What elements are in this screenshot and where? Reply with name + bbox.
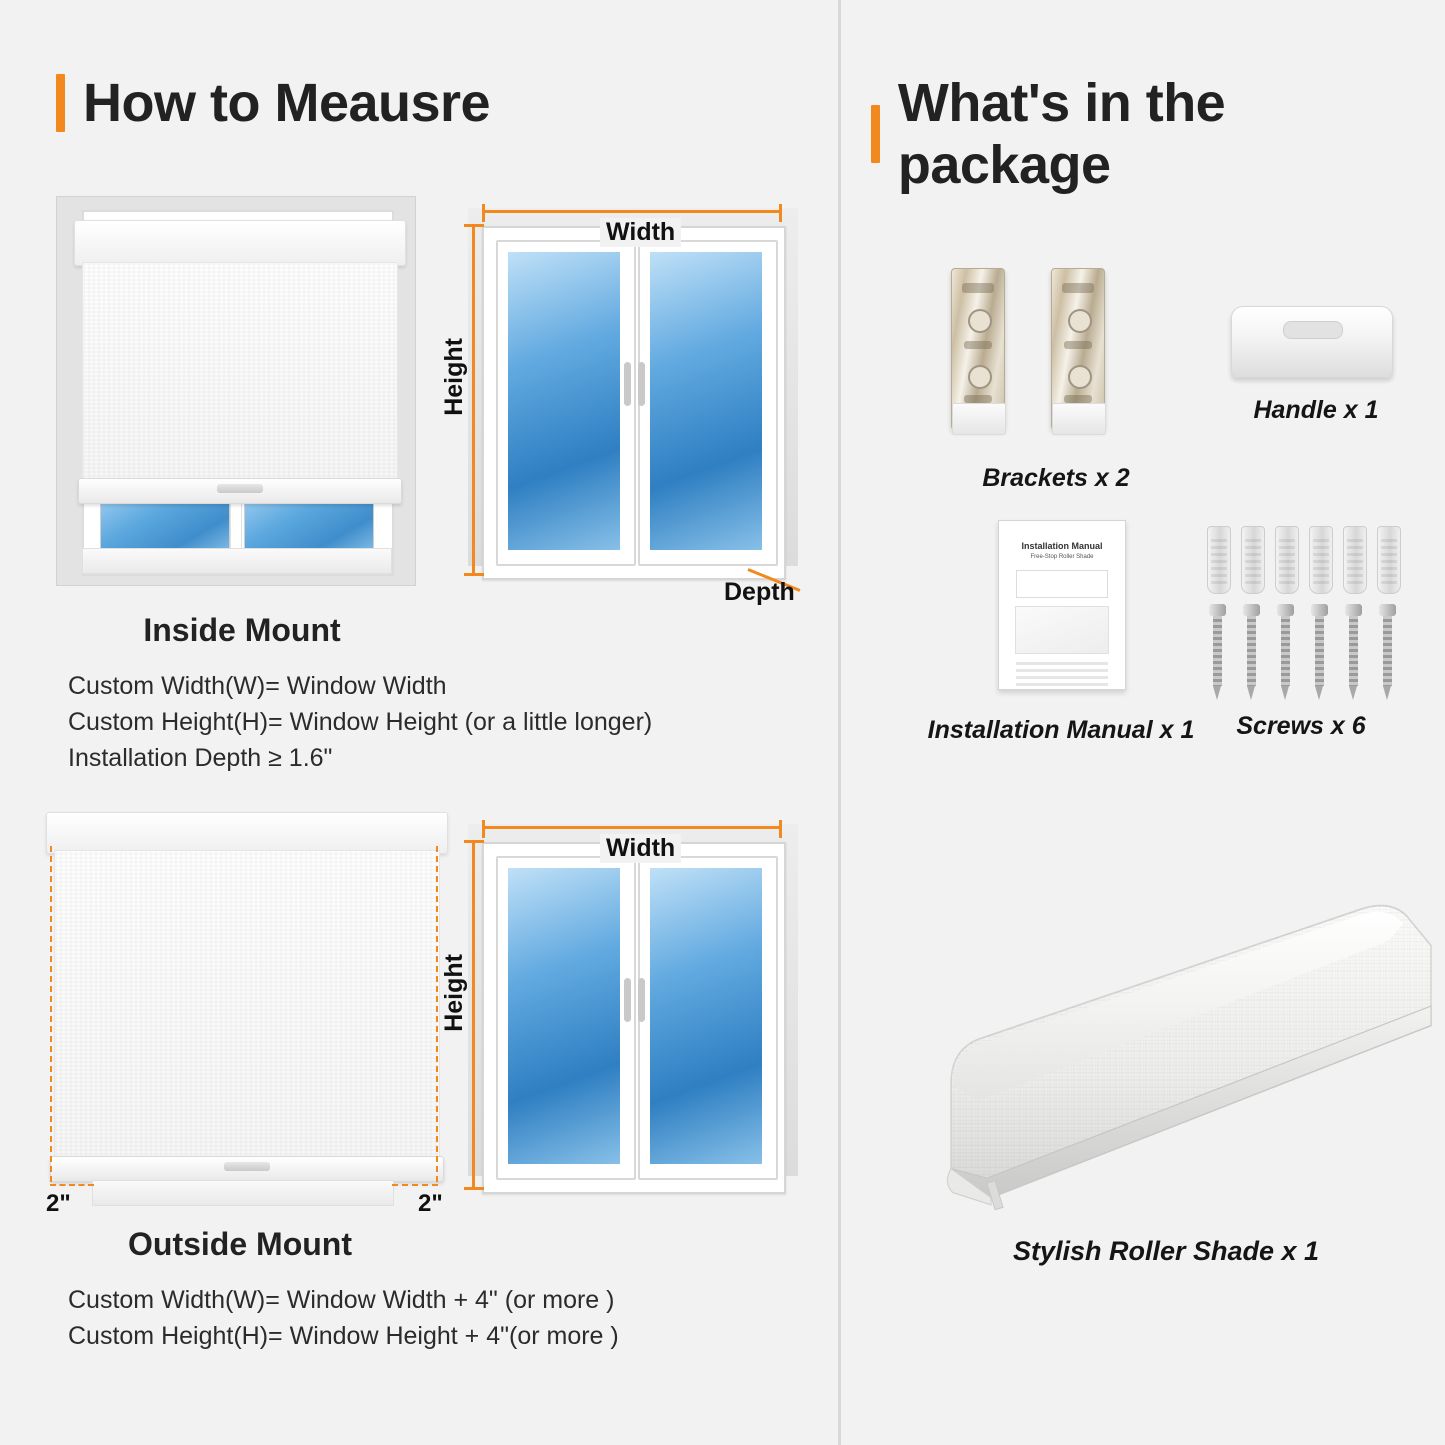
width-tick-right [779, 204, 782, 222]
window-handle-right [638, 362, 645, 406]
bracket-icon-1 [951, 268, 1005, 430]
how-to-measure-heading [56, 72, 490, 134]
window-sash-left [496, 240, 636, 566]
window-glass-left [508, 252, 620, 550]
overhang-dash-left [50, 846, 52, 1182]
outside-mount-instructions [68, 1282, 808, 1354]
height-label: Height [440, 338, 468, 416]
wall-anchor-icon [1241, 526, 1265, 594]
height-tick-bottom [464, 573, 484, 576]
how-to-measure-title: How to Meausre [83, 73, 491, 133]
brackets-caption: Brackets x 2 [982, 464, 1130, 492]
inside-mount-line-3: Installation Depth ≥ 1.6" [68, 744, 333, 772]
inside-mount-line-2: Custom Height(H)= Window Height (or a little longer) [68, 708, 653, 736]
shade-bottom-rail [50, 1156, 444, 1182]
shade-grip [224, 1162, 270, 1171]
height-measure-line [472, 226, 475, 576]
width-label: Width [600, 218, 681, 247]
width-measure-line [482, 210, 782, 213]
shade-fabric [82, 262, 398, 482]
window-handle-left [624, 362, 631, 406]
depth-label: Depth [724, 578, 795, 606]
screw-icon [1209, 604, 1226, 700]
width-tick-left [482, 820, 485, 838]
shade-headrail [74, 220, 406, 266]
window-sash-left [496, 856, 636, 1180]
overhang-label-right: 2" [418, 1190, 443, 1217]
inside-mount-dimension-diagram [440, 196, 812, 606]
manual-icon [998, 520, 1126, 690]
height-tick-bottom [464, 1187, 484, 1190]
outside-mount-line-1: Custom Width(W)= Window Width + 4" (or more ) [68, 1286, 615, 1314]
roller-shade-icon [891, 880, 1441, 1280]
window-sash-right [638, 856, 778, 1180]
brackets-item [911, 268, 1201, 498]
height-label: Height [440, 954, 468, 1032]
bracket-icon-2 [1051, 268, 1105, 430]
inside-mount-line-1: Custom Width(W)= Window Width [68, 672, 447, 700]
overhang-measure-left [50, 1184, 94, 1186]
window-sash-right [638, 240, 778, 566]
manual-caption: Installation Manual x 1 [927, 716, 1195, 744]
screw-icon [1379, 604, 1396, 700]
accent-bar [56, 74, 65, 132]
handle-item [1171, 296, 1445, 456]
roller-shade-item [891, 880, 1441, 1280]
accent-bar [871, 105, 880, 163]
outside-mount-line-2: Custom Height(H)= Window Height + 4"(or more ) [68, 1322, 619, 1350]
outside-mount-dimension-diagram [440, 812, 812, 1212]
wall-anchor-icon [1377, 526, 1401, 594]
handle-icon [1231, 306, 1393, 378]
height-tick-top [464, 224, 484, 227]
window-handle-right [638, 978, 645, 1022]
height-tick-top [464, 840, 484, 843]
width-label: Width [600, 834, 681, 863]
inside-mount-shade-illustration [56, 196, 416, 586]
shade-headrail [46, 812, 448, 854]
package-title: What's in the package [897, 73, 1226, 195]
shade-grip [217, 484, 263, 493]
window-glass-right [650, 868, 762, 1164]
outside-mount-title: Outside Mount [128, 1226, 352, 1262]
width-tick-right [779, 820, 782, 838]
inside-mount-title: Inside Mount [143, 612, 341, 648]
wall-anchor-icon [1275, 526, 1299, 594]
manual-subtitle: Free-Stop Roller Shade [1030, 554, 1094, 560]
screw-icon [1345, 604, 1362, 700]
wall-anchor-icon [1343, 526, 1367, 594]
window-glass-left [508, 868, 620, 1164]
installation-manual-item [911, 520, 1211, 770]
screws-caption: Screws x 6 [1236, 712, 1366, 740]
manual-title: Installation Manual [1021, 541, 1103, 551]
handle-caption: Handle x 1 [1253, 396, 1379, 424]
overhang-measure-right [392, 1184, 438, 1186]
window-sill [92, 1180, 394, 1206]
shade-fabric [54, 850, 440, 1160]
wall-anchor-icon [1207, 526, 1231, 594]
window-sill [82, 548, 392, 574]
inside-mount-instructions [68, 668, 788, 776]
wall-anchor-icon [1309, 526, 1333, 594]
width-tick-left [482, 204, 485, 222]
shade-bottom-rail [78, 478, 402, 504]
screw-icon [1243, 604, 1260, 700]
overhang-label-left: 2" [46, 1190, 71, 1217]
package-contents-panel [841, 0, 1445, 1445]
roller-shade-caption: Stylish Roller Shade x 1 [1012, 1236, 1320, 1266]
screw-icon [1277, 604, 1294, 700]
package-heading [871, 72, 1445, 196]
width-measure-line [482, 826, 782, 829]
outside-mount-shade-illustration [36, 806, 446, 1217]
overhang-dash-right [436, 846, 438, 1182]
height-measure-line [472, 842, 475, 1190]
screw-icon [1311, 604, 1328, 700]
screws-item [1181, 520, 1445, 770]
window-glass-right [650, 252, 762, 550]
window-handle-left [624, 978, 631, 1022]
